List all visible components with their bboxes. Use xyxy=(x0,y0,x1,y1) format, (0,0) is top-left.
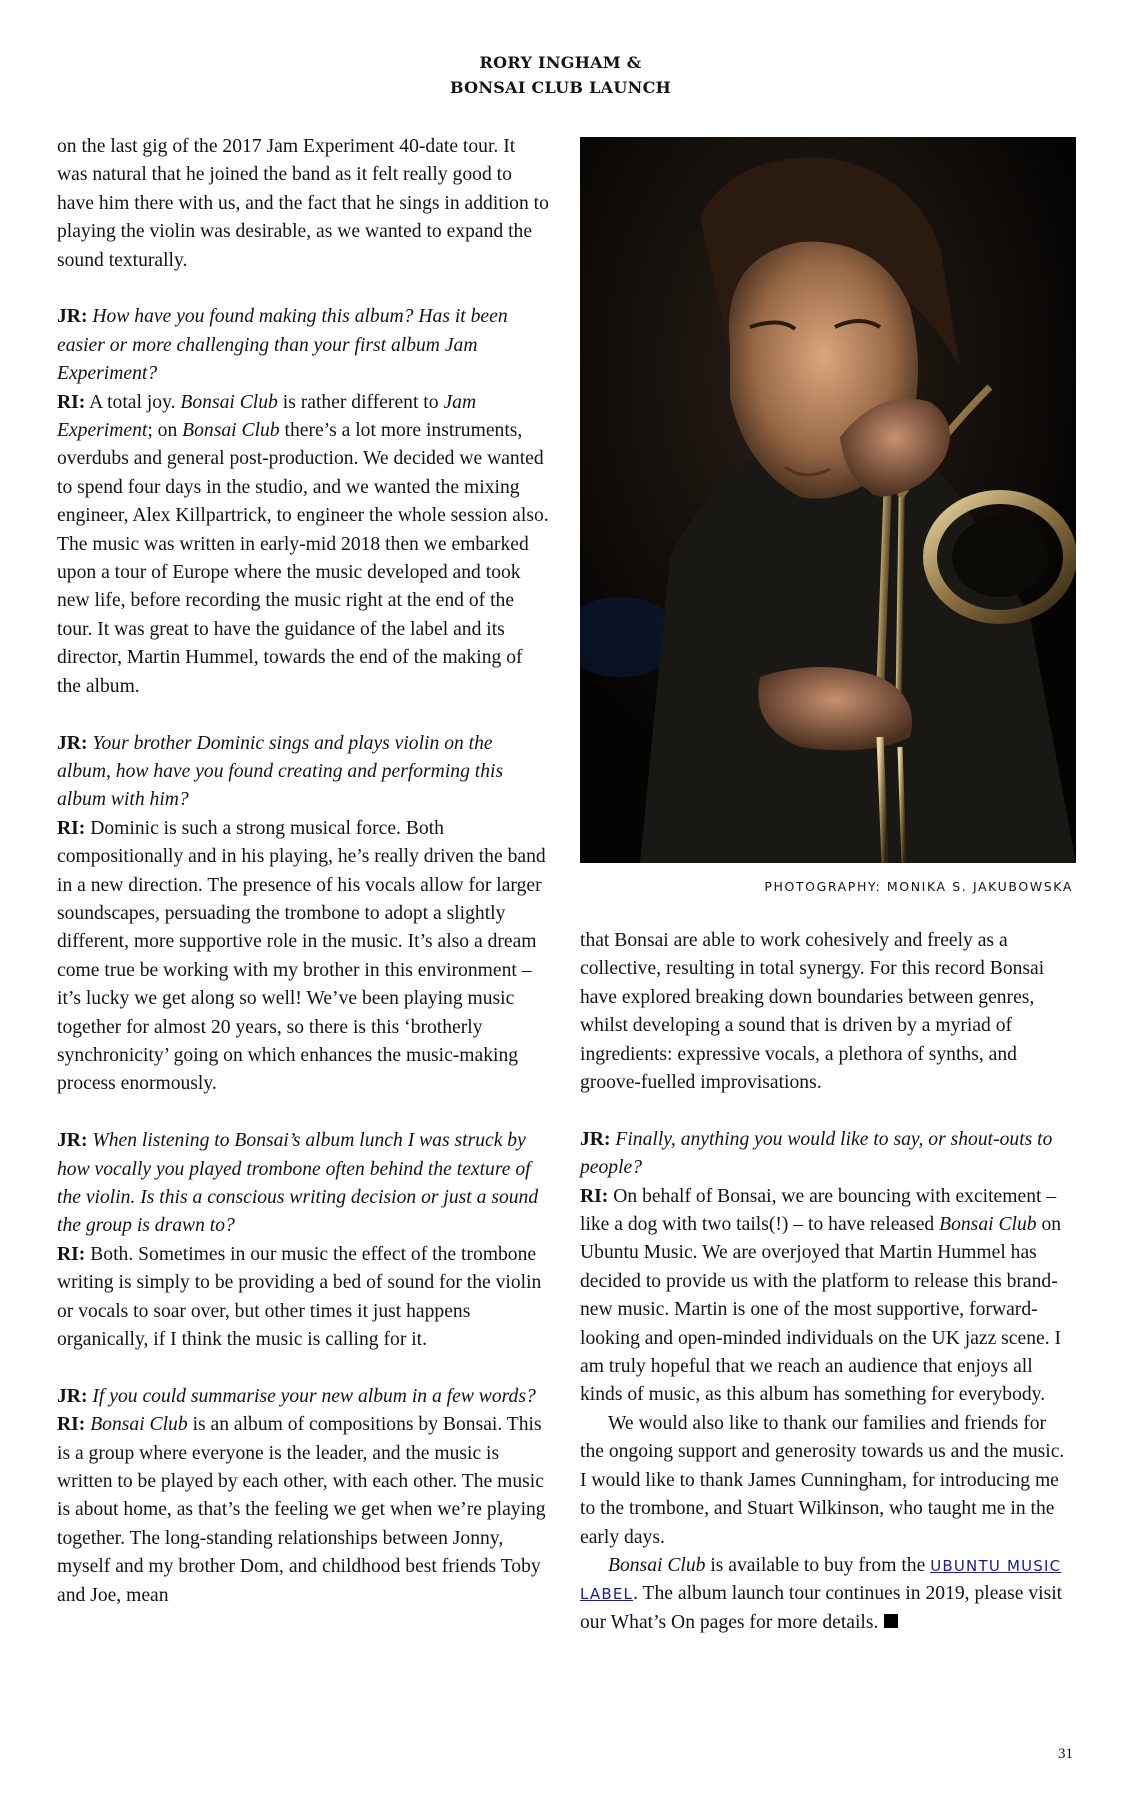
speaker-label: JR: xyxy=(57,1130,88,1152)
answer-text: ; on xyxy=(147,420,178,442)
answer-text: there’s a lot more instruments, overdubs and general post-production. We decided we wanted to spend four days in the studio, and we wanted the mixing engineer, Alex Killpartrick, to engineer the whole session also. The music was written in early-mid 2018 then we embarked upon a tour of Europe where the music developed and took new life, before recording the music right at the end of the tour. It was great to have the guidance of the label and its director, Martin Hummel, towards the end of the making of the album. xyxy=(57,420,549,697)
speaker-label: RI: xyxy=(580,1185,609,1207)
speaker-label: JR: xyxy=(57,1385,88,1407)
speaker-label: JR: xyxy=(580,1128,611,1150)
question-text: When listening to Bonsai’s album lunch I was struck by how vocally you played trombone often behind the texture of the violin. Is this a conscious writing decision or just a sound the group is drawn to? xyxy=(57,1130,539,1237)
photo-illustration xyxy=(580,137,1076,863)
interview-question xyxy=(57,1383,549,1411)
album-title: Bonsai Club xyxy=(90,1414,188,1436)
answer-text: on Ubuntu Music. We are overjoyed that Martin Hummel has decided to provide us with the platform to release this brand-new music. Martin is one of the most supportive, forward-looking and open-minded individuals on the UK jazz scene. I am truly hopeful that we reach an audience that enjoys all kinds of music, as this album has something for everybody. xyxy=(580,1214,1062,1406)
interview-answer xyxy=(57,1411,549,1610)
paragraph-text: is available to buy from the xyxy=(710,1554,926,1576)
article-header xyxy=(0,50,1121,100)
question-text: How have you found making this album? Has it been easier or more challenging than your first album Jam Experiment? xyxy=(57,306,508,385)
album-title: Bonsai Club xyxy=(182,420,280,442)
paragraph xyxy=(580,1552,1073,1637)
photo-caption: PHOTOGRAPHY: MONIKA S. JAKUBOWSKA xyxy=(764,879,1073,894)
answer-text: is an album of compositions by Bonsai. This is a group where everyone is the leader, and the music is written to be played by each other, with each other. The music is about home, as that’s the feeling we get when we’re playing together. The long-standing relationships between Jonny, myself and my brother Dom, and childhood best friends Toby and Joe, mean xyxy=(57,1414,546,1606)
question-text: Finally, anything you would like to say, or shout-outs to people? xyxy=(580,1128,1053,1179)
paragraph xyxy=(57,133,549,275)
interview-question xyxy=(57,730,549,815)
answer-text: is rather different to xyxy=(282,391,439,413)
paragraph-text: on the last gig of the 2017 Jam Experiment 40-date tour. It was natural that he joined the band as it felt really good to have him there with us, and the fact that he sings in addition to playing the violin was desirable, as we wanted to expand the sound texturally. xyxy=(57,136,549,271)
album-title: Jam Experiment xyxy=(57,391,477,442)
paragraph-text: that Bonsai are able to work cohesively and freely as a collective, resulting in total synergy. For this record Bonsai have explored breaking down boundaries between genres, whilst developing a sound that is driven by a myriad of ingredients: expressive vocals, a plethora of synths, and groove-fuelled improvisations. xyxy=(580,930,1045,1094)
header-line-1: RORY INGHAM & xyxy=(479,53,642,72)
interview-question xyxy=(580,1126,1073,1183)
album-title: Bonsai Club xyxy=(608,1554,706,1576)
paragraph-text: We would also like to thank our families and friends for the ongoing support and generosity towards us and the music. I would like to thank James Cunningham, for introducing me to the trombone, and Stuart Wilkinson, who taught me in the early days. xyxy=(580,1412,1065,1548)
page-number: 31 xyxy=(1058,1746,1073,1762)
paragraph xyxy=(580,1410,1073,1552)
interview-answer xyxy=(57,1241,549,1355)
interview-answer xyxy=(57,815,549,1099)
speaker-label: RI: xyxy=(57,817,86,839)
left-column xyxy=(57,133,549,1610)
interview-answer xyxy=(57,389,549,701)
paragraph xyxy=(580,927,1073,1097)
interview-answer xyxy=(580,1183,1073,1410)
header-line-2: BONSAI CLUB LAUNCH xyxy=(449,78,672,97)
answer-text: A total joy. xyxy=(89,391,176,413)
speaker-label: RI: xyxy=(57,1243,86,1265)
end-of-article-square-icon xyxy=(884,1614,898,1628)
paragraph-text: . The album launch tour continues in 2019, please visit our What’s On pages for more details. xyxy=(580,1583,1063,1633)
answer-text: Dominic is such a strong musical force. Both compositionally and in his playing, he’s really driven the band in a new direction. The presence of his vocals allow for larger soundscapes, persuading the trombone to adopt a slightly different, more supportive role in the music. It’s also a dream come true be working with my brother in this environment – it’s lucky we get along so well! We’ve been playing music together for almost 20 years, so there is this ‘brotherly synchronicity’ going on which enhances the music-making process enormously. xyxy=(57,817,546,1095)
right-column xyxy=(580,927,1073,1637)
ubuntu-music-label-link[interactable]: UBUNTU MUSIC LABEL xyxy=(580,1556,1062,1604)
question-text: Your brother Dominic sings and plays violin on the album, how have you found creating and performing this album with him? xyxy=(57,732,504,811)
answer-text: On behalf of Bonsai, we are bouncing with excitement – like a dog with two tails(!) – to have released xyxy=(580,1185,1057,1236)
question-text: If you could summarise your new album in a few words? xyxy=(92,1385,536,1407)
interview-question xyxy=(57,303,549,388)
speaker-label: RI: xyxy=(57,391,86,413)
album-title: Bonsai Club xyxy=(180,391,278,413)
speaker-label: JR: xyxy=(57,306,88,328)
interview-question xyxy=(57,1127,549,1241)
trombonist-photo xyxy=(580,137,1076,863)
speaker-label: RI: xyxy=(57,1414,86,1436)
answer-text: Both. Sometimes in our music the effect of the trombone writing is simply to be providing a bed of sound for the violin or vocals to soar over, but other times it just happens organically, if I think the music is calling for it. xyxy=(57,1243,542,1351)
speaker-label: JR: xyxy=(57,732,88,754)
album-title: Bonsai Club xyxy=(939,1214,1037,1236)
